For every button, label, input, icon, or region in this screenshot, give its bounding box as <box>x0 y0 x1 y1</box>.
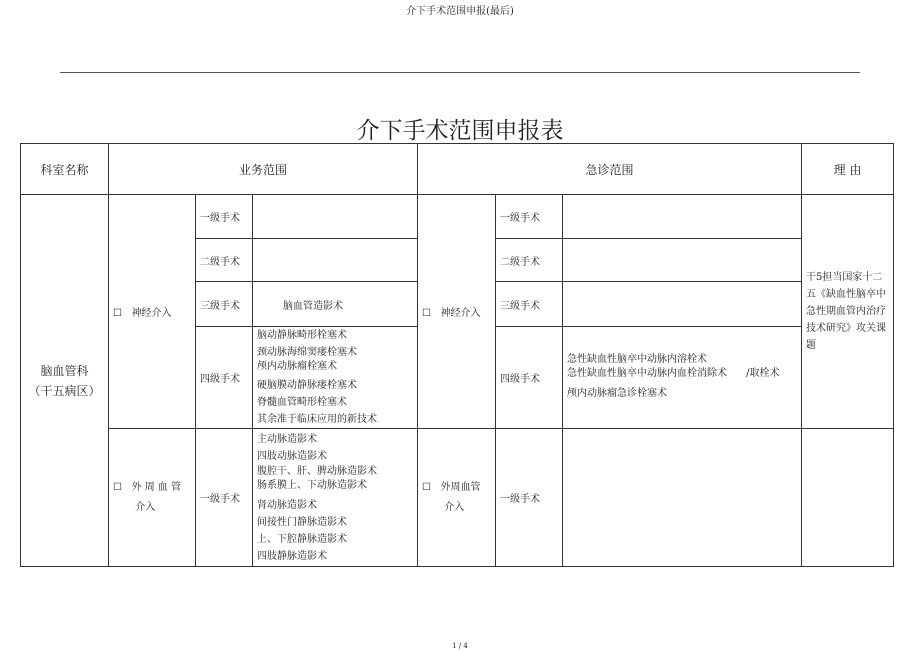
neuro-checkbox[interactable]: ☐ <box>113 308 122 319</box>
dept-ward: （干五病区） <box>28 383 101 398</box>
list-item: 颈动脉海绵窦瘘栓塞术 <box>257 347 357 358</box>
peripheral-level: 一级手术 <box>196 429 253 567</box>
neuro-em-label: 神经介入 <box>440 308 481 319</box>
list-item: 急性缺血性脑卒中动脉内血栓消除术 /取栓术 <box>567 368 780 379</box>
em-level-3: 三级手术 <box>496 282 563 327</box>
biz-l4 <box>253 327 418 429</box>
list-item: 硬脑膜动静脉瘘栓塞术 <box>257 380 357 391</box>
peripheral-label-2: 介入 <box>135 501 156 513</box>
peripheral-em-label: 外周血管 <box>440 481 481 493</box>
neuro-label: 神经介入 <box>131 308 172 319</box>
list-item: 腹腔干、肝、脾动脉造影术 <box>257 465 377 477</box>
dept-name: 脑血管科 <box>40 363 89 378</box>
peripheral-emergency-cell <box>418 429 496 567</box>
em-l2 <box>563 239 802 282</box>
col-emergency: 急诊范围 <box>418 144 802 195</box>
peripheral-em-checkbox[interactable]: ☐ <box>422 481 431 493</box>
list-item: 肾动脉造影术 <box>257 499 317 511</box>
peripheral-em-level: 一级手术 <box>496 429 563 567</box>
em-l3 <box>563 282 802 327</box>
peripheral-checkbox[interactable]: ☐ <box>113 481 122 493</box>
level-2: 二级手术 <box>196 239 253 282</box>
neuro-business-cell <box>109 195 196 429</box>
list-item: 四肢静脉造影术 <box>257 550 327 562</box>
page-number: 1 / 4 <box>452 642 468 650</box>
page-header: 介下手术范围申报(最后) <box>406 6 514 17</box>
dept-cell <box>21 195 109 567</box>
em-l4 <box>563 327 802 429</box>
list-item: 脊髓血管畸形栓塞术 <box>257 397 347 408</box>
biz-l3: 脑血管造影术 <box>253 282 418 327</box>
col-business: 业务范围 <box>109 144 418 195</box>
peripheral-list <box>253 429 418 567</box>
col-reason: 理 由 <box>802 144 894 195</box>
list-item: 颅内动脉瘤急诊栓塞术 <box>567 388 667 399</box>
peripheral-em-label-2: 介入 <box>444 501 465 513</box>
list-item: 肠系膜上、下动脉造影术 <box>257 479 367 491</box>
em-level-1: 一级手术 <box>496 195 563 239</box>
col-dept: 科室名称 <box>21 144 109 195</box>
level-4: 四级手术 <box>196 327 253 429</box>
list-item: 急性缺血性脑卒中动脉内溶栓术 <box>567 354 707 365</box>
list-item: 四肢动脉造影术 <box>257 450 327 462</box>
page-title: 介下手术范围申报表 <box>356 118 564 144</box>
reason-cell: 干5担当国家十二五《缺血性脑卒中急性期血管内治疗技术研究》攻关课题 <box>802 195 894 429</box>
list-item: 间接性门静脉造影术 <box>257 516 347 528</box>
list-item: 上、下腔静脉造影术 <box>257 533 347 545</box>
biz-l1 <box>253 195 418 239</box>
list-item: 脑动静脉畸形栓塞术 <box>257 330 347 341</box>
peripheral-business-cell <box>109 429 196 567</box>
level-3: 三级手术 <box>196 282 253 327</box>
list-item: 主动脉造影术 <box>257 433 317 445</box>
surgery-scope-table <box>20 143 894 567</box>
neuro-emergency-cell <box>418 195 496 429</box>
header-rule <box>60 72 860 73</box>
em-level-2: 二级手术 <box>496 239 563 282</box>
list-item: 其余准于临床应用的新技术 <box>257 414 377 425</box>
level-1: 一级手术 <box>196 195 253 239</box>
list-item: 颅内动脉瘤栓塞术 <box>257 361 337 372</box>
biz-l2 <box>253 239 418 282</box>
neuro-em-checkbox[interactable]: ☐ <box>422 308 431 319</box>
peripheral-label: 外 周 血 管 <box>131 481 182 493</box>
peripheral-reason <box>802 429 894 567</box>
em-l1 <box>563 195 802 239</box>
em-level-4: 四级手术 <box>496 327 563 429</box>
peripheral-em-list <box>563 429 802 567</box>
